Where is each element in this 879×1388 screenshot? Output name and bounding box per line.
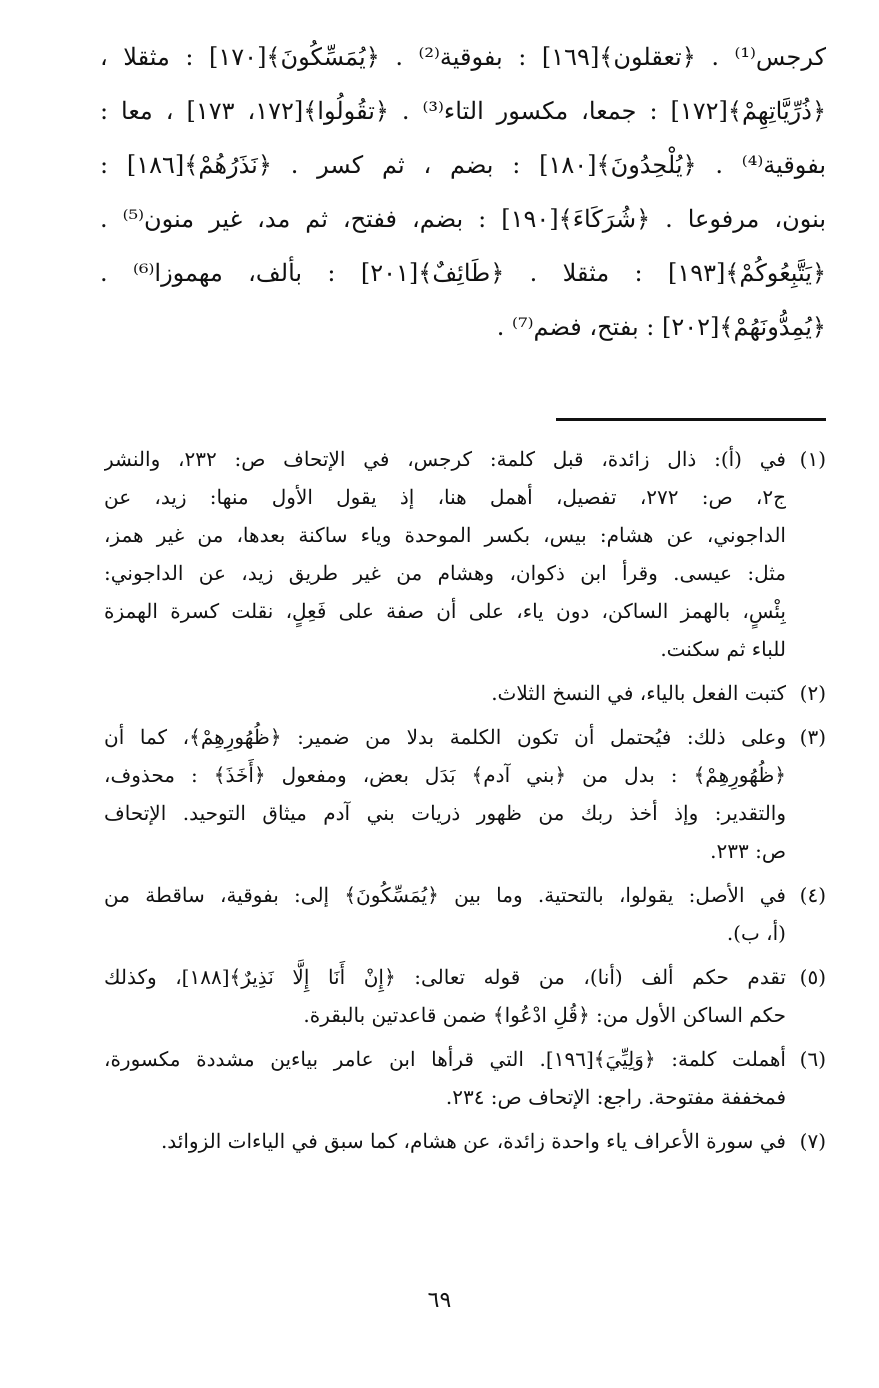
- footnote-line: كتبت الفعل بالياء، في النسخ الثلاث.: [491, 681, 786, 705]
- footnote-line: تقدم حكم ألف (أنا)، من قوله تعالى: ﴿إِنْ أَنَا إِلَّا نَذِيرٌ﴾[١٨٨]، وكذلك: [104, 965, 786, 989]
- footnote-line: بِئْسٍ، بالهمز الساكن، دون ياء، على أن صفة على فَعِلٍ، نقلت كسرة الهمزة: [104, 599, 786, 623]
- footnote-body: [104, 1040, 786, 1116]
- footnote-body: [104, 1122, 786, 1160]
- main-text-line: كرجس⁽¹⁾ . ﴿تعقلون﴾[١٦٩] : بفوقية⁽²⁾ . ﴿يُمَسِّكُونَ﴾[١٧٠] : مثقلا ،: [100, 43, 826, 71]
- main-text-line: بفوقية⁽⁴⁾ . ﴿يُلْحِدُونَ﴾[١٨٠] : بضم ، ثم كسر . ﴿نَذَرُهُمْ﴾[١٨٦] :: [100, 151, 826, 179]
- footnote-4: [104, 876, 826, 952]
- footnote-body: [104, 876, 786, 952]
- footnote-body: [104, 958, 786, 1034]
- footnote-number: (٢): [799, 681, 826, 705]
- footnote-number: (١): [799, 447, 826, 471]
- footnote-number: (٧): [799, 1129, 826, 1153]
- footnote-6: [104, 1040, 826, 1116]
- footnote-body: [104, 440, 786, 668]
- footnote-number: (٣): [799, 725, 826, 749]
- footnote-5: [104, 958, 826, 1034]
- footnotes-block: [104, 440, 826, 1166]
- main-text-line: بنون، مرفوعا . ﴿شُرَكَاءَ﴾[١٩٠] : بضم، ففتح، ثم مد، غير منون⁽⁵⁾ .: [100, 205, 826, 233]
- footnote-body: [104, 674, 786, 712]
- footnote-3: [104, 718, 826, 870]
- footnote-number: (٦): [799, 1047, 826, 1071]
- footnote-line: أهملت كلمة: ﴿وَلِيِّيَ﴾[١٩٦]. التي قرأها ابن عامر بياءين مشددة مكسورة،: [104, 1047, 786, 1071]
- main-text-line: ﴿يَتَّبِعُوكُمْ﴾[١٩٣] : مثقلا . ﴿طَائِفٌ﴾[٢٠١] : بألف، مهموزا⁽⁶⁾ .: [100, 259, 826, 287]
- footnote-number: (٥): [799, 965, 826, 989]
- main-text-block: [100, 30, 826, 354]
- footnote-line: وعلى ذلك: فيُحتمل أن تكون الكلمة بدلا من ضمير: ﴿ظُهُورِهِمْ﴾، كما أن: [104, 725, 786, 749]
- footnote-line: ص: ٢٣٣.: [710, 839, 786, 863]
- footnote-number: (٤): [799, 883, 826, 907]
- footnote-line: الداجوني، عن هشام: بيس، بكسر الموحدة وياء ساكنة بعدها، من غير همز،: [104, 523, 786, 547]
- footnote-line: حكم الساكن الأول من: ﴿قُلِ ادْعُوا﴾ ضمن قاعدتين بالبقرة.: [303, 1003, 786, 1027]
- main-text-line: ﴿يُمِدُّونَهُمْ﴾[٢٠٢] : بفتح، فضم⁽⁷⁾ .: [496, 313, 826, 341]
- footnote-line: مثل: عيسى. وقرأ ابن ذكوان، وهشام من غير طريق زيد، عن الداجوني:: [104, 561, 786, 585]
- footnote-line: فمخففة مفتوحة. راجع: الإتحاف ص: ٢٣٤.: [445, 1085, 786, 1109]
- footnote-7: [104, 1122, 826, 1160]
- footnote-line: في سورة الأعراف ياء واحدة زائدة، عن هشام، كما سبق في الياءات الزوائد.: [160, 1129, 786, 1153]
- footnote-line: (أ، ب).: [726, 921, 786, 945]
- footnote-divider: [556, 418, 826, 421]
- page-number: ٦٩: [427, 1288, 452, 1313]
- footnote-line: ج٢، ص: ٢٧٢، تفصيل، أهمل هنا، إذ يقول الأول منها: زيد، عن: [104, 485, 786, 509]
- footnote-line: ﴿ظُهُورِهِمْ﴾ : بدل من ﴿بني آدم﴾ بَدَل بعض، ومفعول ﴿أَخَذَ﴾ : محذوف،: [104, 763, 786, 787]
- footnote-2: [104, 674, 826, 712]
- main-text-line: ﴿ذُرِّيَّاتِهِمْ﴾[١٧٢] : جمعا، مكسور التاء⁽³⁾ . ﴿تقُولُوا﴾[١٧٢، ١٧٣] ، معا :: [100, 97, 826, 125]
- footnote-line: والتقدير: وإذ أخذ ربك من ظهور ذريات بني آدم ميثاق التوحيد. الإتحاف: [104, 801, 786, 825]
- footnote-line: في الأصل: يقولوا، بالتحتية. وما بين ﴿يُمَسِّكُونَ﴾ إلى: بفوقية، ساقطة من: [104, 883, 786, 907]
- footnote-line: في (أ): ذال زائدة، قبل كلمة: كرجس، في الإتحاف ص: ٢٣٢، والنشر: [104, 447, 786, 471]
- footnote-body: [104, 718, 786, 870]
- footnote-line: للباء ثم سكنت.: [660, 637, 786, 661]
- footnote-1: [104, 440, 826, 668]
